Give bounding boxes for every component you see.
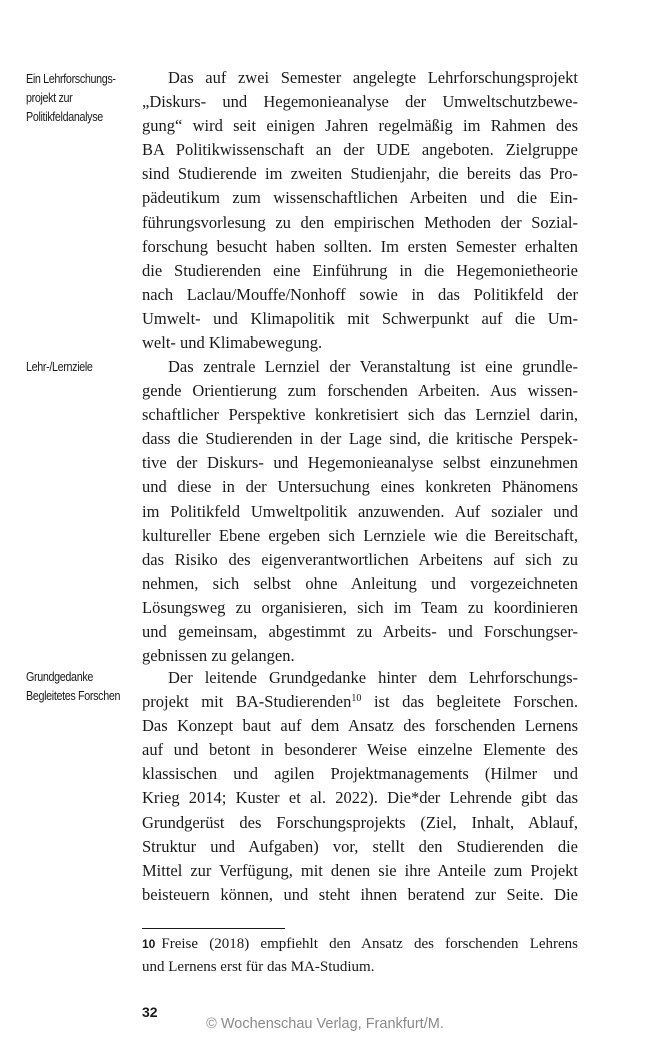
text-line: beisteuern können, und steht ihnen beratend zur Seite. Die	[142, 884, 578, 904]
text-line: pädeutikum zum wissenschaftlichen Arbeiten und die Ein-	[142, 188, 578, 208]
text-line: nehmen, sich selbst ohne Anleitung und vorgezeichneten	[142, 573, 578, 593]
text-line: auf und betont in besonderer Weise einzelne Elemente des	[142, 740, 578, 760]
text-line: Das zentrale Lernziel der Veranstaltung ist eine grundle-	[168, 357, 578, 376]
margin-note-line: projekt zur	[26, 91, 73, 105]
text-line: BA Politikwissenschaft an der UDE angeboten. Zielgruppe	[142, 140, 578, 160]
margin-note-line: Lehr-/Lernziele	[26, 360, 93, 374]
text-line: welt- und Klimabewegung.	[142, 333, 323, 353]
text-line: die Studierenden eine Einführung in die Hegemonietheorie	[142, 260, 578, 280]
text-line: sind Studierende im zweiten Studienjahr, die bereits das Pro-	[142, 164, 578, 184]
text-line	[142, 690, 578, 714]
text-line: und diese in der Untersuchung eines konkreten Phänomens	[142, 477, 578, 497]
footnote-divider	[142, 928, 285, 929]
text-line: Struktur und Aufgaben) vor, stellt den Studierenden die	[142, 836, 578, 856]
paragraph-project-intro	[142, 66, 578, 355]
margin-note-line: Begleitetes Forschen	[26, 689, 121, 703]
text-line: nach Laclau/Mouffe/Nonhoff sowie in das Politikfeld der	[142, 284, 578, 304]
text-line: das Risiko des eigenverantwortlichen Arbeitens auf sich zu	[142, 549, 578, 569]
text-line: gende Orientierung zum forschenden Arbeiten. Aus wissen-	[142, 381, 578, 401]
text-fragment: ist das begleitete Forschen.	[361, 692, 578, 712]
text-line: gung“ wird seit einigen Jahren regelmäßig im Rahmen des	[142, 116, 578, 136]
margin-note-line: Politikfeldanalyse	[26, 110, 103, 124]
footnote-reference[interactable]: 10	[351, 693, 362, 705]
page-number: 32	[142, 1004, 158, 1020]
footnote-text: Freise (2018) empfiehlt den Ansatz des forschenden Lehrens	[161, 936, 578, 952]
text-line: im Politikfeld Umweltpolitik anzuwenden. Auf sozialer und	[142, 501, 578, 521]
text-line: kultureller Ebene ergeben sich Lernziele wie die Bereitschaft,	[142, 525, 578, 545]
text-line: Krieg 2014; Kuster et al. 2022). Die*der Lehrende gibt das	[142, 788, 578, 808]
text-line: forschung besucht haben sollten. Im ersten Semester erhalten	[142, 236, 578, 256]
text-line: Das auf zwei Semester angelegte Lehrforschungsprojekt	[168, 68, 578, 87]
text-line: klassischen und agilen Projektmanagements (Hilmer und	[142, 764, 578, 784]
margin-note-guided-research	[26, 668, 138, 706]
margin-note-learning-goals	[26, 358, 138, 377]
text-line: „Diskurs- und Hegemonieanalyse der Umweltschutzbewe-	[142, 92, 578, 112]
text-line: führungsvorlesung zu den empirischen Methoden der Sozial-	[142, 212, 578, 232]
text-fragment: projekt mit BA-Studierenden	[142, 692, 352, 712]
text-line: dass die Studierenden in der Lage sind, die kritische Perspek-	[142, 429, 578, 449]
paragraph-learning-goals	[142, 355, 578, 668]
text-line: Lösungsweg zu organisieren, sich im Team zu koordinieren	[142, 597, 578, 617]
footnote-line	[142, 933, 578, 956]
footnote	[142, 933, 578, 979]
margin-note-line: Ein Lehrforschungs-	[26, 72, 116, 86]
footnote-line: und Lernens erst für das MA-Studium.	[142, 959, 375, 975]
text-line: Mittel zur Verfügung, mit denen sie ihre Anteile zum Projekt	[142, 860, 578, 880]
text-line: gebnissen zu gelangen.	[142, 646, 295, 666]
text-line: Der leitende Grundgedanke hinter dem Lehrforschungs-	[168, 668, 578, 687]
margin-note-project	[26, 70, 138, 127]
text-line: Umwelt- und Klimapolitik mit Schwerpunkt auf die Um-	[142, 308, 578, 328]
text-line: schaftlicher Perspektive konkretisiert sich das Lernziel darin,	[142, 405, 578, 425]
text-line: tive der Diskurs- und Hegemonieanalyse selbst einzunehmen	[142, 453, 578, 473]
text-line: und gemeinsam, abgestimmt zu Arbeits- und Forschungser-	[142, 622, 578, 642]
text-line: Das Konzept baut auf dem Ansatz des forschenden Lernens	[142, 716, 578, 736]
margin-note-line: Grundgedanke	[26, 670, 93, 684]
copyright-watermark: © Wochenschau Verlag, Frankfurt/M.	[206, 1016, 444, 1032]
text-line: Grundgerüst des Forschungsprojekts (Ziel, Inhalt, Ablauf,	[142, 812, 578, 832]
footnote-number: 10	[142, 937, 156, 951]
paragraph-guided-research	[142, 666, 578, 907]
